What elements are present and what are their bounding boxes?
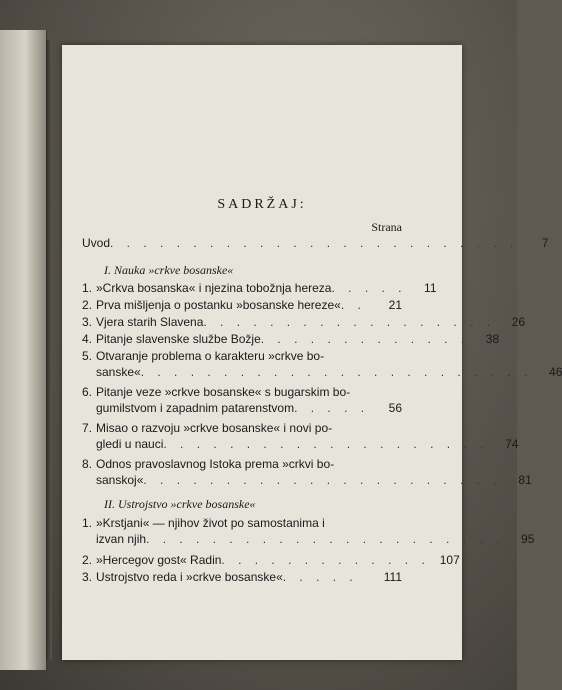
toc-entry: [82, 314, 526, 330]
toc-entry: [82, 297, 402, 313]
toc-entry: [82, 331, 500, 347]
toc-entry: [82, 384, 402, 416]
page-column-label: Strana: [371, 220, 402, 234]
entry-number: 7.: [82, 421, 93, 435]
toc-entry: [82, 420, 519, 452]
leader-dots: . . . . . . . . . . . . . . . . . . . .: [163, 437, 489, 451]
entry-page: 7: [541, 236, 549, 250]
toc-entry: [82, 348, 562, 380]
entry-number: 5.: [82, 349, 93, 363]
entry-label: Misao o razvoju »crkve bosanske« i novi po-: [96, 421, 333, 435]
entry-label: Pitanje veze »crkve bosanske« s bugarskim bo-: [96, 385, 351, 399]
entry-label-continued: sanske«: [96, 365, 141, 379]
leader-dots: . . . . . . . . . . . . .: [221, 553, 430, 567]
toc-title: SADRŽAJ:: [217, 197, 307, 212]
entry-label: Ustrojstvo reda i »crkve bosanske«: [96, 570, 283, 584]
entry-label: Odnos pravoslavnog Istoka prema »crkvi bo-: [96, 457, 335, 471]
leader-dots: . . . . . . . . . . . . . . . . . . . . . .: [146, 532, 505, 546]
entry-page: 111: [383, 570, 402, 584]
entry-label: Vjera starih Slavena: [96, 315, 204, 329]
entry-label-continued: izvan njih: [96, 532, 147, 546]
entry-page: 46: [549, 365, 562, 379]
entry-number: 2.: [82, 553, 93, 567]
entry-number: 1.: [82, 516, 93, 530]
leader-dots: . . . . .: [282, 570, 358, 584]
entry-page: 81: [518, 473, 532, 487]
entry-page: 56: [388, 401, 402, 415]
toc-entry: [82, 280, 437, 296]
entry-page: 21: [388, 298, 402, 312]
leader-dots: . .: [340, 298, 366, 312]
leader-dots: . . . . .: [294, 401, 370, 415]
book-gutter: [46, 40, 52, 660]
entry-number: 1.: [82, 281, 93, 295]
section-heading: I. Nauka »crkve bosanske«: [104, 263, 234, 277]
entry-number: 3.: [82, 570, 93, 584]
book-page: [62, 45, 562, 660]
entry-label: Prva mišljenja o postanku »bosanske hereze«: [96, 298, 341, 312]
facing-page-edge: [0, 30, 47, 670]
entry-label-continued: sanskoj«: [96, 473, 144, 487]
entry-number: 6.: [82, 385, 93, 399]
toc-entry: [82, 456, 532, 488]
entry-number: 8.: [82, 457, 93, 471]
entry-label: »Hercegov gost« Radin: [96, 553, 222, 567]
entry-label: Otvaranje problema o karakteru »crkve bo-: [96, 349, 325, 363]
entry-number: 4.: [82, 332, 93, 346]
entry-label: »Krstjani« — njihov život po samostanima i: [96, 516, 325, 530]
leader-dots: . . . . . . . . . . . . . . . . . . . . . . . .: [140, 365, 533, 379]
entry-page: 95: [521, 532, 535, 546]
entry-page: 26: [511, 315, 526, 329]
toc-entry: [82, 552, 460, 568]
entry-label-continued: gumilstvom i zapadnim patarenstvom: [96, 401, 295, 415]
leader-dots: . . . . . . . . . . . . . . . . . .: [203, 315, 496, 329]
toc-entry-intro: [82, 235, 549, 251]
entry-page: 107: [439, 553, 460, 567]
table-of-contents: [62, 45, 562, 660]
entry-number: 3.: [82, 315, 93, 329]
leader-dots: . . . . . . . . . . . . .: [260, 332, 470, 346]
entry-label: Pitanje slavenske službe Božje: [96, 332, 261, 346]
leader-dots: . . . . . . . . . . . . . . . . . . . . . . . . .: [110, 236, 519, 250]
toc-entry: [82, 569, 402, 585]
entry-page: 74: [505, 437, 519, 451]
entry-page: 11: [424, 281, 437, 295]
toc-entry: [82, 515, 535, 547]
leader-dots: . . . . . . . . . . . . . . . . . . . . . .: [143, 473, 502, 487]
section-heading: II. Ustrojstvo »crkve bosanske«: [104, 497, 256, 511]
entry-label-continued: gledi u nauci: [96, 437, 164, 451]
leader-dots: . . . . .: [331, 281, 407, 295]
entry-label: Uvod: [82, 236, 111, 250]
entry-label: »Crkva bosanska« i njezina tobožnja hereza: [96, 281, 332, 295]
entry-page: 38: [485, 332, 500, 346]
entry-number: 2.: [82, 298, 93, 312]
